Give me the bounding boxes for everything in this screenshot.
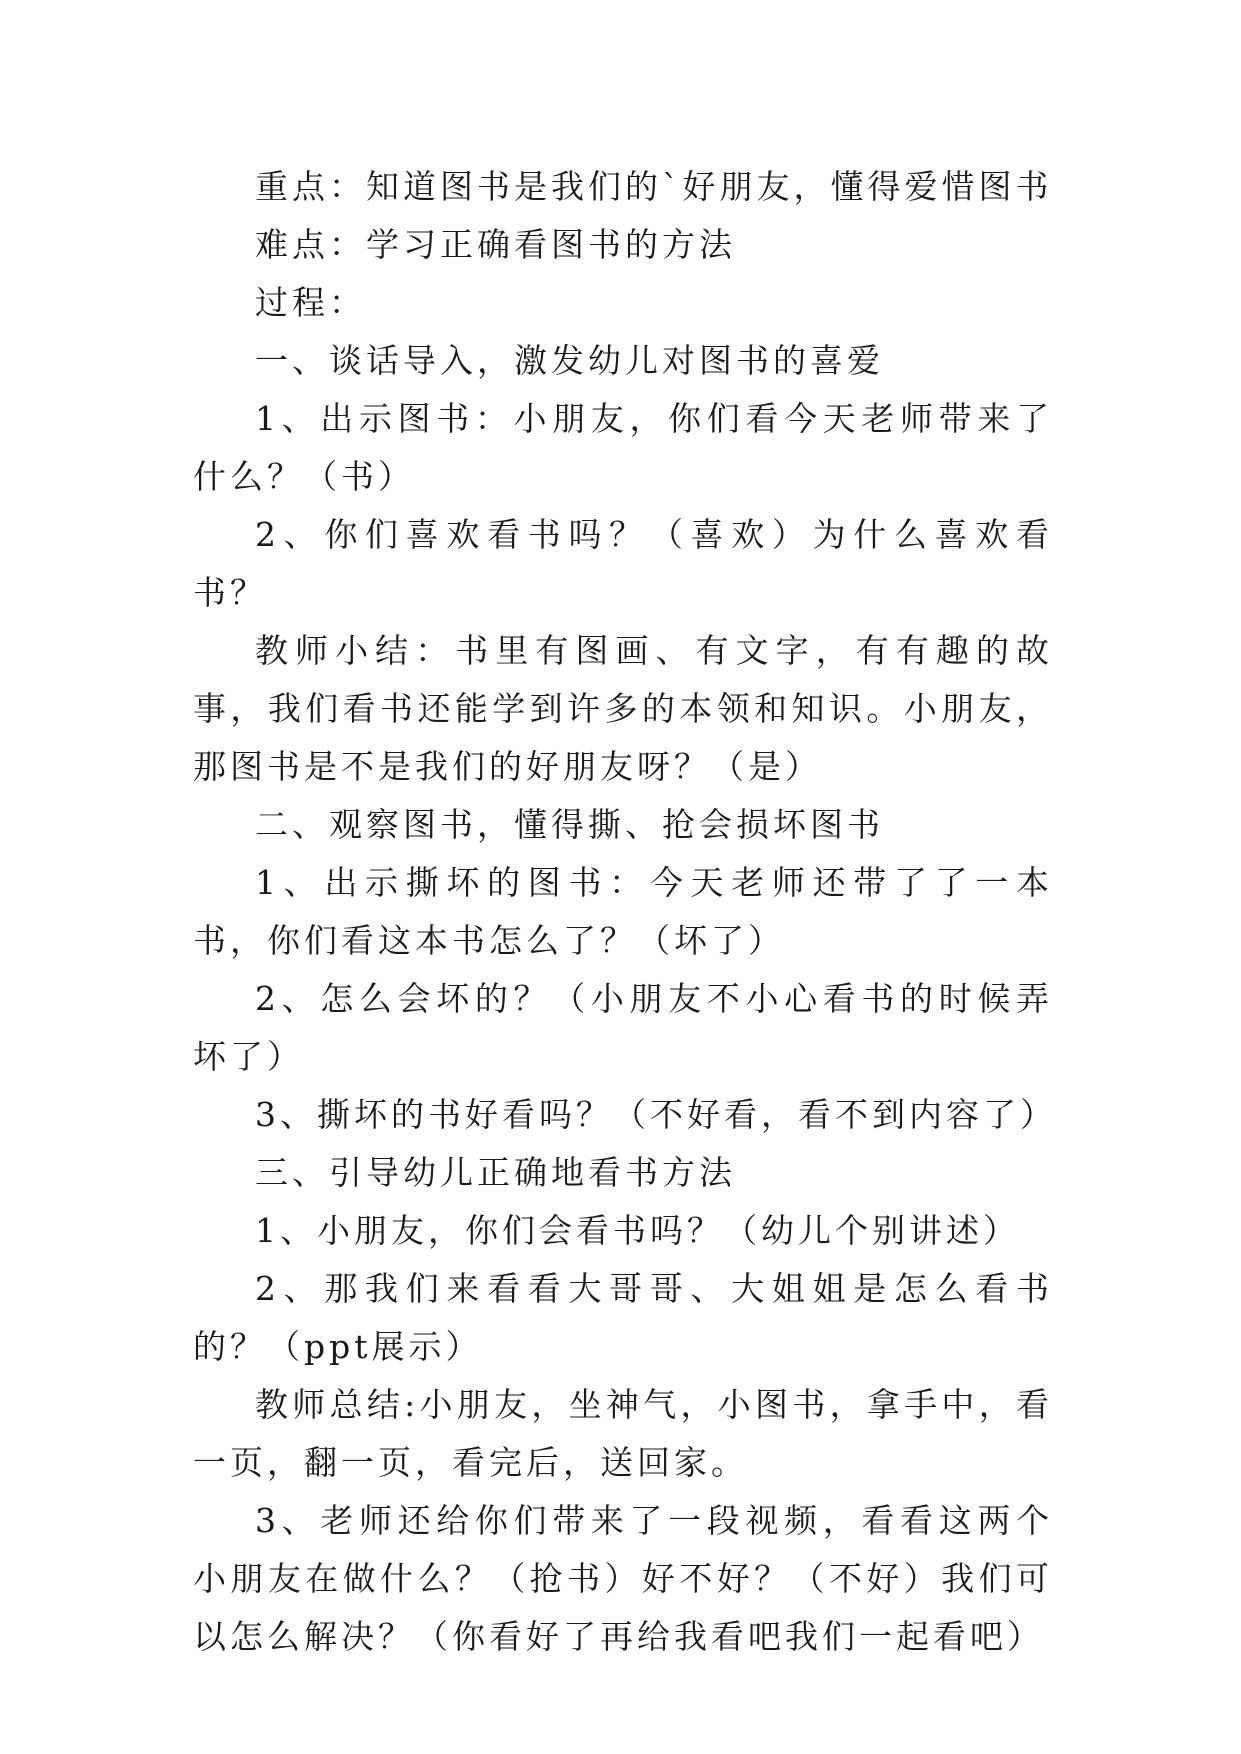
paragraph-teacher-summary: 教师小结：书里有图画、有文字，有有趣的故事，我们看书还能学到许多的本领和知识。小朋友，那图书是不是我们的好朋友呀？（是） xyxy=(193,631,1053,786)
paragraph: 3、老师还给你们带来了一段视频，看看这两个小朋友在做什么？（抢书）好不好？（不好）我们可以怎么解决？（你看好了再给我看吧我们一起看吧） xyxy=(193,1501,1053,1656)
paragraph: 1、出示图书：小朋友，你们看今天老师带来了什么？（书） xyxy=(193,399,1053,496)
paragraph: 2、你们喜欢看书吗？（喜欢）为什么喜欢看书？ xyxy=(193,515,1053,612)
paragraph-teacher-conclusion: 教师总结:小朋友，坐神气，小图书，拿手中，看一页，翻一页，看完后，送回家。 xyxy=(193,1385,1053,1482)
paragraph-difficulty: 难点：学习正确看图书的方法 xyxy=(255,225,736,264)
paragraph: 3、撕坏的书好看吗？（不好看，看不到内容了） xyxy=(255,1095,1057,1134)
section-heading-1: 一、谈话导入，激发幼儿对图书的喜爱 xyxy=(255,341,884,380)
section-heading-2: 二、观察图书，懂得撕、抢会损坏图书 xyxy=(255,805,884,844)
paragraph: 1、出示撕坏的图书：今天老师还带了了一本书，你们看这本书怎么了？（坏了） xyxy=(193,863,1053,960)
section-heading-3: 三、引导幼儿正确地看书方法 xyxy=(255,1153,736,1192)
paragraph: 1、小朋友，你们会看书吗？（幼儿个别讲述） xyxy=(255,1211,1020,1250)
document-body xyxy=(193,158,1057,1666)
paragraph: 2、怎么会坏的？（小朋友不小心看书的时候弄坏了） xyxy=(193,979,1053,1076)
paragraph-process-heading: 过程： xyxy=(255,283,366,322)
paragraph: 2、那我们来看看大哥哥、大姐姐是怎么看书的？（ppt展示） xyxy=(193,1269,1053,1366)
paragraph-key-point: 重点：知道图书是我们的`好朋友，懂得爱惜图书 xyxy=(255,167,1053,206)
